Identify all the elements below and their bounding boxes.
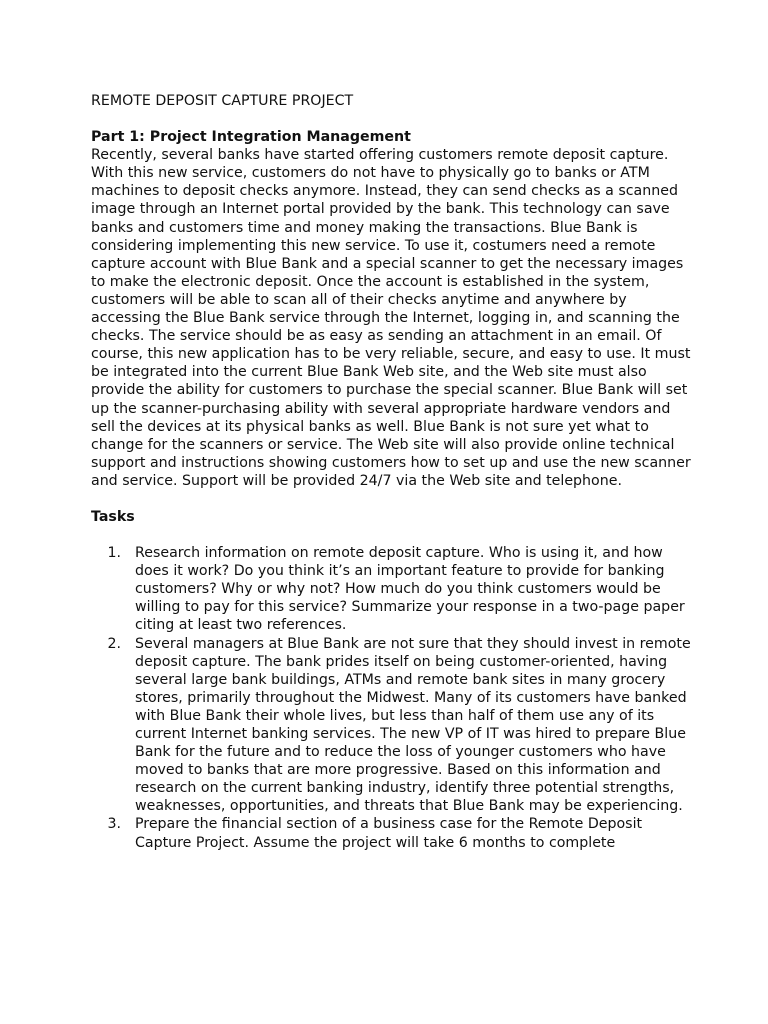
task-item-1: [91, 544, 691, 634]
tasks-heading: Tasks: [91, 508, 135, 525]
task-number: 1.: [107, 545, 121, 562]
document-title: REMOTE DEPOSIT CAPTURE PROJECT: [91, 93, 354, 109]
task-text: Research information on remote deposit capture. Who is using it, and how does it work? Do you think it’s an important feature to provide for banking customers? Why or why not? How much do you think customers would be willing to pay for this service? Summarize your response in a two-page paper citing at least two references.: [135, 545, 685, 634]
document-page: [91, 92, 691, 852]
task-list: [91, 544, 691, 852]
task-item-3: [91, 815, 691, 851]
task-number: 3.: [107, 816, 121, 833]
part-heading: Part 1: Project Integration Management: [91, 129, 411, 146]
task-item-2: [91, 635, 691, 816]
task-number: 2.: [107, 635, 121, 652]
task-text: Several managers at Blue Bank are not sure that they should invest in remote deposit capture. The bank prides itself on being customer-oriented, having several large bank buildings, ATMs and remote bank sites in many grocery stores, primarily throughout the Midwest. Many of its customers have banked with Blue Bank their whole lives, but less than half of them use any of its current Internet banking services. The new VP of IT was hired to prepare Blue Bank for the future and to reduce the loss of younger customers who have moved to banks that are more progressive. Based on this information and research on the current banking industry, identify three potential strengths, weaknesses, opportunities, and threats that Blue Bank may be experiencing.: [135, 635, 691, 815]
task-text: Prepare the financial section of a business case for the Remote Deposit Capture Project. Assume the project will take 6 months to complete: [135, 816, 643, 851]
intro-paragraph: Recently, several banks have started offering customers remote deposit capture. With this new service, customers do not have to physically go to banks or ATM machines to deposit checks anymore. Instead, they can send checks as a scanned image through an Internet portal provided by the bank. This technology can save banks and customers time and money making the transactions. Blue Bank is considering implementing this new service. To use it, costumers need a remote capture account with Blue Bank and a special scanner to get the necessary images to make the electronic deposit. Once the account is established in the system, customers will be able to scan all of their checks anytime and anywhere by accessing the Blue Bank service through the Internet, logging in, and scanning the checks. The service should be as easy as sending an attachment in an email. Of course, this new application has to be very reliable, secure, and easy to use. It must be integrated into the current Blue Bank Web site, and the Web site must also provide the ability for customers to purchase the special scanner. Blue Bank will set up the scanner-purchasing ability with several appropriate hardware vendors and sell the devices at its physical banks as well. Blue Bank is not sure yet what to change for the scanners or service. The Web site will also provide online technical support and instructions showing customers how to set up and use the new scanner and service. Support will be provided 24/7 via the Web site and telephone.: [91, 147, 691, 489]
